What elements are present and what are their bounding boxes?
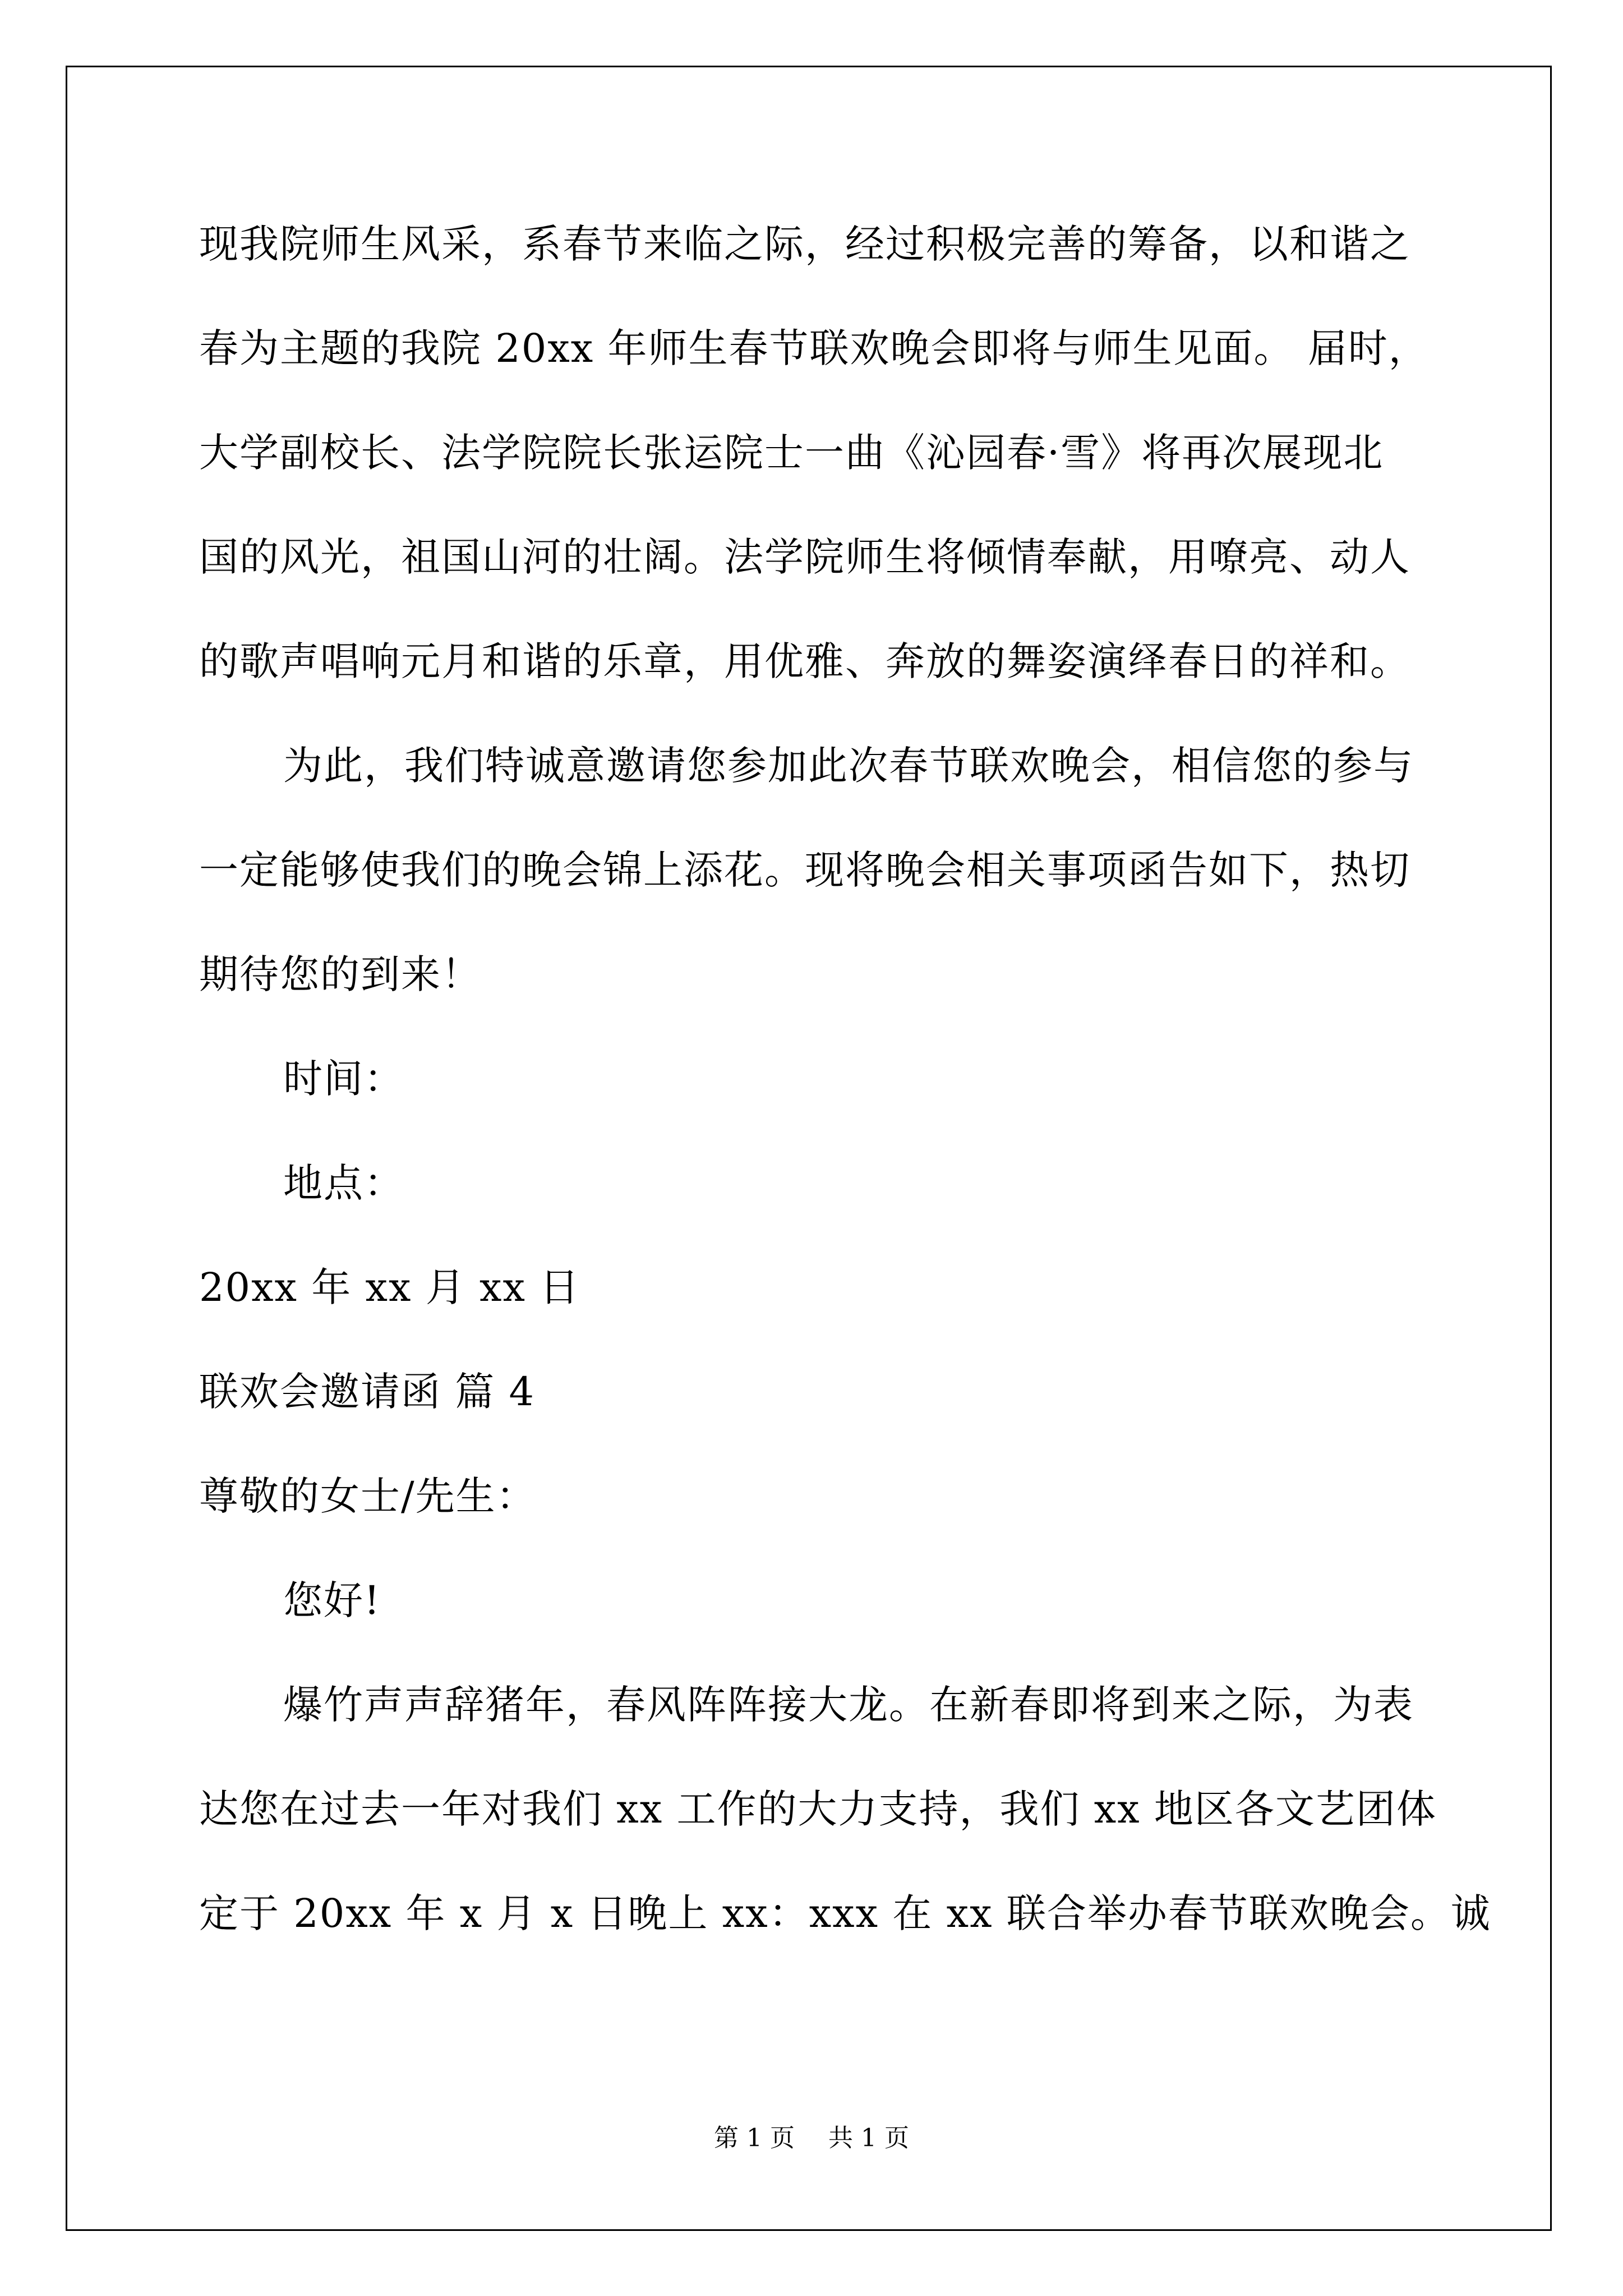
text-line: 为此，我们特诚意邀请您参加此次春节联欢晚会，相信您的参与 (283, 743, 1414, 789)
salutation: 尊敬的女士/先生： (199, 1473, 537, 1519)
page-number: 第 1 页 (714, 2124, 795, 2152)
text-line: 春为主题的我院 20xx 年师生春节联欢晚会即将与师生见面。 届时， (199, 325, 1429, 371)
text-line: 国的风光，祖国山河的壮阔。法学院师生将倾情奉献，用嘹亮、动人 (199, 534, 1410, 580)
page-total: 共 1 页 (828, 2124, 909, 2152)
location-label: 地点： (283, 1160, 404, 1206)
text-line: 一定能够使我们的晚会锦上添花。现将晚会相关事项函告如下，热切 (199, 847, 1410, 893)
section-title: 联欢会邀请函 篇 4 (199, 1369, 536, 1415)
time-label: 时间： (283, 1056, 404, 1102)
text-line: 定于 20xx 年 x 月 x 日晚上 xx：xxx 在 xx 联合举办春节联欢晚会。诚 (199, 1890, 1491, 1936)
text-line: 爆竹声声辞猪年，春风阵阵接大龙。在新春即将到来之际，为表 (283, 1682, 1414, 1728)
date-line: 20xx 年 xx 月 xx 日 (199, 1264, 580, 1310)
text-line: 的歌声唱响元月和谐的乐章，用优雅、奔放的舞姿演绎春日的祥和。 (199, 638, 1410, 684)
text-line: 达您在过去一年对我们 xx 工作的大力支持，我们 xx 地区各文艺团体 (199, 1786, 1437, 1832)
document-body (199, 216, 1491, 1941)
greeting: 您好! (283, 1577, 381, 1623)
text-line: 期待您的到来！ (199, 951, 482, 997)
text-line: 现我院师生风采，系春节来临之际，经过积极完善的筹备，以和谐之 (199, 221, 1410, 267)
text-line: 大学副校长、法学院院长张运院士一曲《沁园春·雪》将再次展现北 (199, 430, 1384, 476)
page-footer (0, 2122, 1623, 2155)
